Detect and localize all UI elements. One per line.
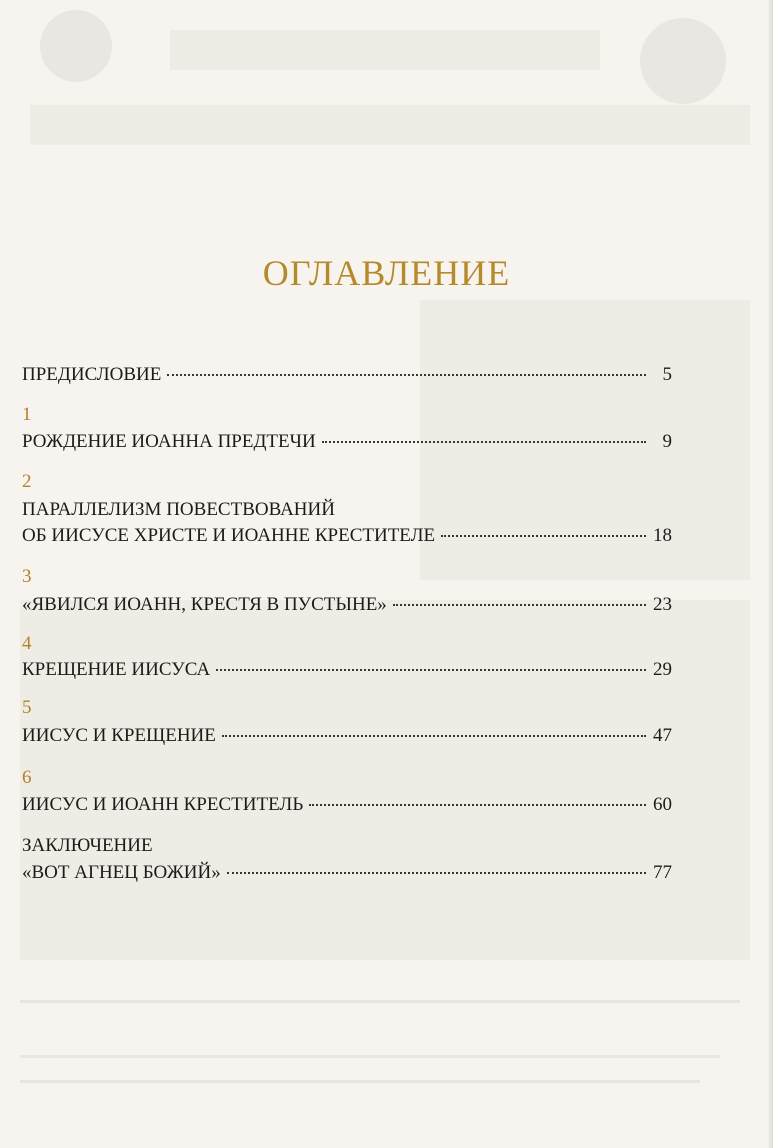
page-edge-shadow (767, 0, 773, 1148)
bleed-header-band (170, 30, 600, 70)
toc-page-number: 23 (653, 594, 672, 615)
chapter-number: 6 (22, 767, 32, 788)
toc-entry-title: ИИСУС И ИОАНН КРЕСТИТЕЛЬ (22, 794, 304, 815)
toc-entry-title: КРЕЩЕНИЕ ИИСУСА (22, 659, 211, 680)
toc-entry-title: «ЯВИЛСЯ ИОАНН, КРЕСТЯ В ПУСТЫНЕ» (22, 594, 387, 615)
toc-entry-title: ОБ ИИСУСЕ ХРИСТЕ И ИОАННЕ КРЕСТИТЕЛЕ (22, 525, 436, 546)
bleed-text-block (20, 600, 750, 960)
bleed-logo-left (40, 10, 112, 82)
bleed-rule-1 (20, 1000, 740, 1003)
toc-entry-chapter-1 (22, 430, 672, 454)
toc-page-number: 77 (653, 862, 672, 883)
toc-entry-preface (22, 363, 672, 387)
dot-leader (393, 603, 646, 606)
dot-leader (222, 734, 646, 737)
toc-page-number: 60 (653, 794, 672, 815)
toc-page-number: 9 (662, 431, 672, 452)
toc-page-number: 5 (662, 364, 672, 385)
toc-entry-chapter-5 (22, 724, 672, 748)
dot-leader (216, 668, 646, 671)
toc-entry-chapter-4 (22, 658, 672, 682)
toc-entry-chapter-6 (22, 793, 672, 817)
bleed-logo-right (640, 18, 726, 104)
toc-entry-title: «ВОТ АГНЕЦ БОЖИЙ» (22, 862, 221, 883)
dot-leader (227, 871, 646, 874)
chapter-number: 5 (22, 697, 32, 718)
chapter-number: 3 (22, 566, 32, 587)
chapter-number: 4 (22, 633, 32, 654)
toc-page-number: 29 (653, 659, 672, 680)
dot-leader (441, 534, 646, 537)
toc-page-number: 18 (653, 525, 672, 546)
toc-heading: ОГЛАВЛЕНИЕ (262, 253, 511, 293)
toc-entry-conclusion (22, 834, 672, 885)
bleed-banner-band (30, 105, 750, 145)
bleed-rule-2 (20, 1055, 720, 1058)
chapter-number: 1 (22, 404, 32, 425)
toc-entry-title-line: ПАРАЛЛЕЛИЗМ ПОВЕСТВОВАНИЙ (22, 499, 335, 520)
bleed-rule-3 (20, 1080, 700, 1083)
dot-leader (167, 373, 646, 376)
toc-entry-title: ПРЕДИСЛОВИЕ (22, 364, 162, 385)
toc-page-number: 47 (653, 725, 672, 746)
toc-entry-title: ИИСУС И КРЕЩЕНИЕ (22, 725, 216, 746)
dot-leader (322, 440, 646, 443)
toc-entry-title-line: ЗАКЛЮЧЕНИЕ (22, 835, 153, 856)
chapter-number: 2 (22, 471, 32, 492)
dot-leader (309, 803, 646, 806)
toc-entry-chapter-3 (22, 593, 672, 617)
toc-entry-chapter-2 (22, 498, 672, 548)
toc-entry-title: РОЖДЕНИЕ ИОАННА ПРЕДТЕЧИ (22, 431, 316, 452)
